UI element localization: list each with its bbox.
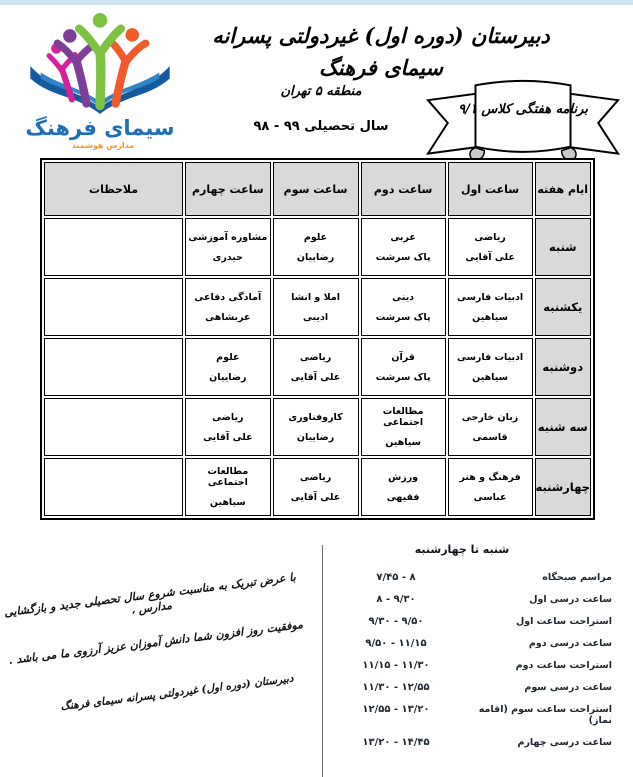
subject-label: کاروفناوری [288, 411, 343, 423]
col-header-period2: ساعت دوم [361, 162, 446, 216]
greeting-line2: موفقیت روز افزون شما دانش آموزان عزیز آرزوی ما می باشد . [7, 618, 304, 668]
col-header-notes: ملاحظات [44, 162, 183, 216]
table-row-wednesday [44, 458, 591, 516]
bell-row [312, 616, 612, 627]
subject-cell [448, 338, 533, 396]
teacher-label: عربشاهی [205, 311, 251, 323]
district-line: منطقه ۵ تهران [280, 84, 362, 99]
subject-cell [185, 218, 270, 276]
teacher-label: پاک سرشت [375, 311, 431, 323]
subject-label: ادبیات فارسی [456, 351, 524, 363]
subject-cell [185, 398, 270, 456]
greeting-note [0, 570, 312, 719]
subject-label: دینی [392, 291, 415, 303]
bell-label: استراحت ساعت دوم [515, 660, 612, 671]
bell-time: ۷/۴۵ - ۸ [376, 572, 416, 583]
school-title: دبیرستان (دوره اول) غیردولتی پسرانه سیمای فرهنگ [212, 23, 550, 80]
subject-cell [273, 278, 359, 336]
bell-time: ۱۳/۲۰ - ۱۴/۴۵ [362, 737, 430, 748]
logo-name: سیمای فرهنگ [25, 116, 175, 140]
notes-cell [44, 458, 183, 516]
bell-label: ساعت درسی دوم [528, 638, 612, 649]
day-cell: دوشنبه [535, 338, 592, 396]
subject-cell [361, 278, 446, 336]
subject-cell [361, 458, 446, 516]
teacher-label: قاسمی [472, 431, 508, 443]
subject-label: ادبیات فارسی [456, 291, 524, 303]
teacher-label: رضاییان [296, 251, 335, 263]
day-cell: سه شنبه [535, 398, 592, 456]
greeting-signature: دبیرستان (دوره اول) غیردولتی پسرانه سیمای فرهنگ [59, 672, 295, 714]
subject-cell [361, 218, 446, 276]
subject-label: ریاضی [299, 351, 332, 363]
subject-cell [185, 278, 270, 336]
subject-cell [361, 398, 446, 456]
bell-row [312, 737, 612, 748]
notes-cell [44, 338, 183, 396]
window-edge-strip [0, 0, 633, 5]
notes-cell [44, 218, 183, 276]
teacher-label: سیاهین [385, 437, 421, 448]
subject-label: ریاضی [299, 471, 332, 483]
teacher-label: علی آقایی [465, 251, 515, 263]
subject-label: مطالعات اجتماعی [382, 406, 424, 428]
subject-label: علوم [216, 351, 240, 363]
subject-label: مشاوره آموزشی [188, 231, 268, 243]
teacher-label: علی آقایی [203, 431, 253, 443]
col-header-period4: ساعت چهارم [185, 162, 270, 216]
ribbon-banner-icon [424, 70, 622, 166]
subject-label: مطالعات اجتماعی [207, 466, 249, 488]
subject-cell [185, 458, 270, 516]
subject-label: آمادگی دفاعی [194, 291, 262, 303]
bell-schedule-title: شنبه تا چهارشنبه [414, 543, 510, 556]
teacher-label: پاک سرشت [375, 251, 431, 263]
logo-tagline: مدارس هوشمند [71, 141, 135, 150]
day-cell: چهارشنبه [535, 458, 592, 516]
subject-cell [185, 338, 270, 396]
bell-row [312, 594, 612, 605]
teacher-label: علی آقایی [290, 371, 341, 383]
header-row [44, 162, 591, 216]
teacher-label: علی آقایی [290, 491, 341, 503]
greeting-line1: با عرض تبریک به مناسبت شروع سال تحصیلی جدید و بازگشایی مدارس ، [3, 570, 297, 620]
subject-label: فرهنگ و هنر [459, 471, 521, 483]
subject-cell [273, 338, 359, 396]
table-row-monday [44, 338, 591, 396]
table-row-saturday [44, 218, 591, 276]
subject-cell [273, 458, 359, 516]
teacher-label: سیاهین [209, 497, 246, 508]
day-cell: یکشنبه [535, 278, 592, 336]
subject-cell [448, 458, 533, 516]
bell-row [312, 682, 612, 693]
subject-label: علوم [303, 231, 328, 243]
teacher-label: رضاییان [209, 371, 247, 383]
table-row-tuesday [44, 398, 591, 456]
bell-label: ساعت درسی اول [529, 594, 612, 605]
subject-label: قرآن [391, 351, 415, 363]
teacher-label: پاک سرشت [375, 371, 431, 383]
subject-cell [448, 218, 533, 276]
teacher-label: فقیهی [386, 491, 420, 503]
logo-book-people-icon [22, 12, 178, 116]
bell-label: مراسم صبحگاه [542, 572, 612, 583]
subject-label: ریاضی [474, 231, 506, 243]
academic-year-line: سال تحصیلی ۹۹ - ۹۸ [253, 119, 389, 134]
subject-label: املا و انشا [291, 291, 340, 303]
bell-row [312, 572, 612, 583]
subject-label: ریاضی [212, 411, 244, 423]
teacher-label: رضاییان [296, 431, 335, 443]
subject-label: عربی [390, 231, 416, 243]
bell-row [312, 660, 612, 671]
bell-time: ۸ - ۹/۳۰ [376, 594, 416, 605]
subject-cell [448, 278, 533, 336]
bell-label: استراحت ساعت اول [515, 616, 612, 627]
teacher-label: حیدری [212, 251, 244, 263]
bell-time: ۱۲/۵۵ - ۱۳/۲۰ [362, 704, 430, 715]
table-row-sunday [44, 278, 591, 336]
subject-label: ورزش [388, 471, 419, 483]
bell-time: ۹/۵۰ - ۱۱/۱۵ [365, 638, 427, 649]
bell-row [312, 638, 612, 649]
notes-cell [44, 398, 183, 456]
subject-cell [273, 218, 359, 276]
bell-row [312, 704, 612, 726]
col-header-period3: ساعت سوم [273, 162, 359, 216]
bell-time: ۱۱/۳۰ - ۱۲/۵۵ [362, 682, 430, 693]
col-header-days: ایام هفته [535, 162, 592, 216]
subject-cell [448, 398, 533, 456]
notes-cell [44, 278, 183, 336]
bell-schedule [312, 543, 612, 759]
bell-time: ۱۱/۱۵ - ۱۱/۳۰ [362, 660, 430, 671]
teacher-label: ادیبی [302, 311, 329, 323]
teacher-label: سیاهین [472, 311, 508, 323]
subject-label: زبان خارجی [461, 411, 519, 423]
bell-label: ساعت درسی سوم [524, 682, 612, 693]
school-logo [22, 12, 178, 150]
teacher-label: سیاهین [472, 371, 508, 383]
bell-label: ساعت درسی چهارم [517, 737, 612, 748]
day-cell: شنبه [535, 218, 592, 276]
class-banner [424, 70, 622, 166]
teacher-label: عباسی [473, 491, 507, 503]
subject-cell [361, 338, 446, 396]
weekly-timetable [40, 158, 595, 520]
class-banner-label: برنامه هفتگی کلاس ۹/۱ [458, 102, 588, 117]
subject-cell [273, 398, 359, 456]
col-header-period1: ساعت اول [448, 162, 533, 216]
bell-label: استراحت ساعت سوم (اقامه نماز) [478, 704, 612, 726]
bell-time: ۹/۳۰ - ۹/۵۰ [368, 616, 424, 627]
